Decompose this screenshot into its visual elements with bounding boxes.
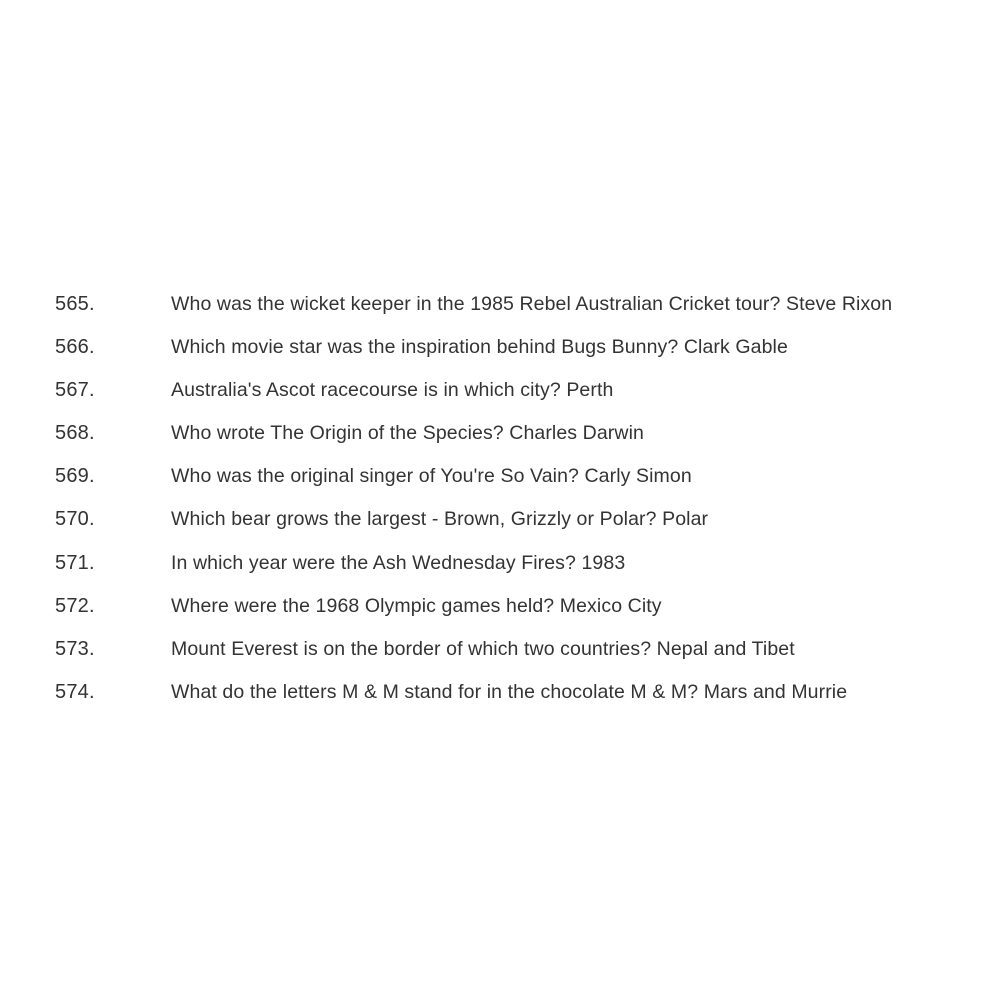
question-answer-text: Who wrote The Origin of the Species? Charles Darwin <box>171 422 644 445</box>
item-number: 567. <box>55 379 95 402</box>
item-number: 565. <box>55 293 95 315</box>
question-answer-text: Where were the 1968 Olympic games held? Mexico City <box>171 594 662 617</box>
list-item <box>0 498 1000 541</box>
question-answer-text: Mount Everest is on the border of which two countries? Nepal and Tibet <box>171 637 795 660</box>
question-answer-text: Which bear grows the largest - Brown, Grizzly or Polar? Polar <box>171 508 709 531</box>
item-number: 569. <box>55 465 95 488</box>
list-item <box>0 671 1000 714</box>
question-answer-text: In which year were the Ash Wednesday Fires? 1983 <box>171 551 626 574</box>
question-answer-text: Which movie star was the inspiration behind Bugs Bunny? Clark Gable <box>171 336 788 359</box>
list-item <box>0 326 1000 369</box>
list-item <box>0 369 1000 412</box>
question-answer-text: Who was the wicket keeper in the 1985 Rebel Australian Cricket tour? Steve Rixon <box>171 293 893 315</box>
question-answer-text: What do the letters M & M stand for in the chocolate M & M? Mars and Murrie <box>171 680 848 703</box>
question-answer-text: Australia's Ascot racecourse is in which city? Perth <box>171 379 614 402</box>
list-item <box>0 585 1000 628</box>
item-number: 573. <box>55 637 95 660</box>
item-number: 574. <box>55 680 95 703</box>
list-item <box>0 412 1000 455</box>
list-item <box>0 455 1000 498</box>
item-number: 566. <box>55 336 95 359</box>
quiz-question-list <box>0 283 1000 714</box>
list-item <box>0 628 1000 671</box>
list-item <box>0 542 1000 585</box>
item-number: 568. <box>55 422 95 445</box>
list-item <box>0 283 1000 326</box>
item-number: 572. <box>55 594 95 617</box>
question-answer-text: Who was the original singer of You're So Vain? Carly Simon <box>171 465 692 488</box>
item-number: 571. <box>55 551 95 574</box>
item-number: 570. <box>55 508 95 531</box>
